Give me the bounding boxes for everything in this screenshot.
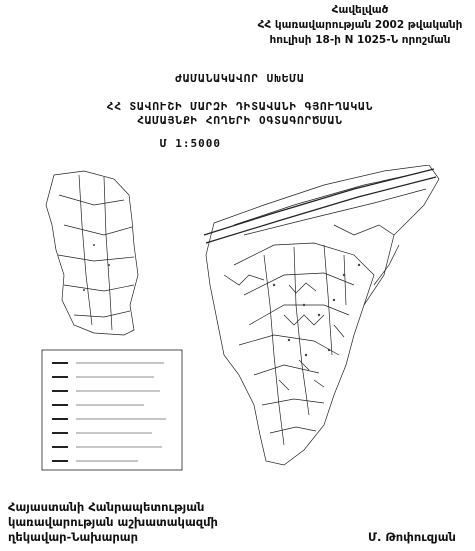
map-legend-box <box>42 350 182 470</box>
signature-line-2: կառավարության աշխատակազմի <box>8 515 218 529</box>
signature-line-3: ղեկավար-Նախարար <box>8 530 138 544</box>
map-left-parcel <box>46 171 138 335</box>
land-use-map <box>34 165 450 475</box>
map-drawing <box>34 165 450 475</box>
approval-header <box>250 3 470 48</box>
signature-block <box>8 500 228 545</box>
title-line-3: ՀԱՄԱՅՆՔԻ ՀՈՂԵՐԻ ՕԳՏԱԳՈՐԾՄԱՆ <box>137 114 343 127</box>
title-line-2: ՀՀ ՏԱՎՈՒՇԻ ՄԱՐԶԻ ԴԻՏԱՎԱՆԻ ԳՅՈՒՂԱԿԱՆ <box>106 100 374 113</box>
map-right-parcel <box>206 165 439 465</box>
approval-line-3: հուլիսի 18-ի N 1025-Ն որոշման <box>269 34 451 46</box>
signatory-name: Մ. Թոփուզյան <box>368 530 456 544</box>
document-title <box>40 72 440 128</box>
title-line-1: ԺԱՄԱՆԱԿԱՎՈՐ ՍԽԵՄԱ <box>175 72 305 85</box>
map-scale: Մ 1:5000 <box>160 137 221 150</box>
approval-line-2: ՀՀ կառավարության 2002 թվականի <box>257 19 463 31</box>
signature-line-1: Հայաստանի Հանրապետության <box>8 500 205 514</box>
approval-line-1: Հավելված <box>331 4 389 16</box>
